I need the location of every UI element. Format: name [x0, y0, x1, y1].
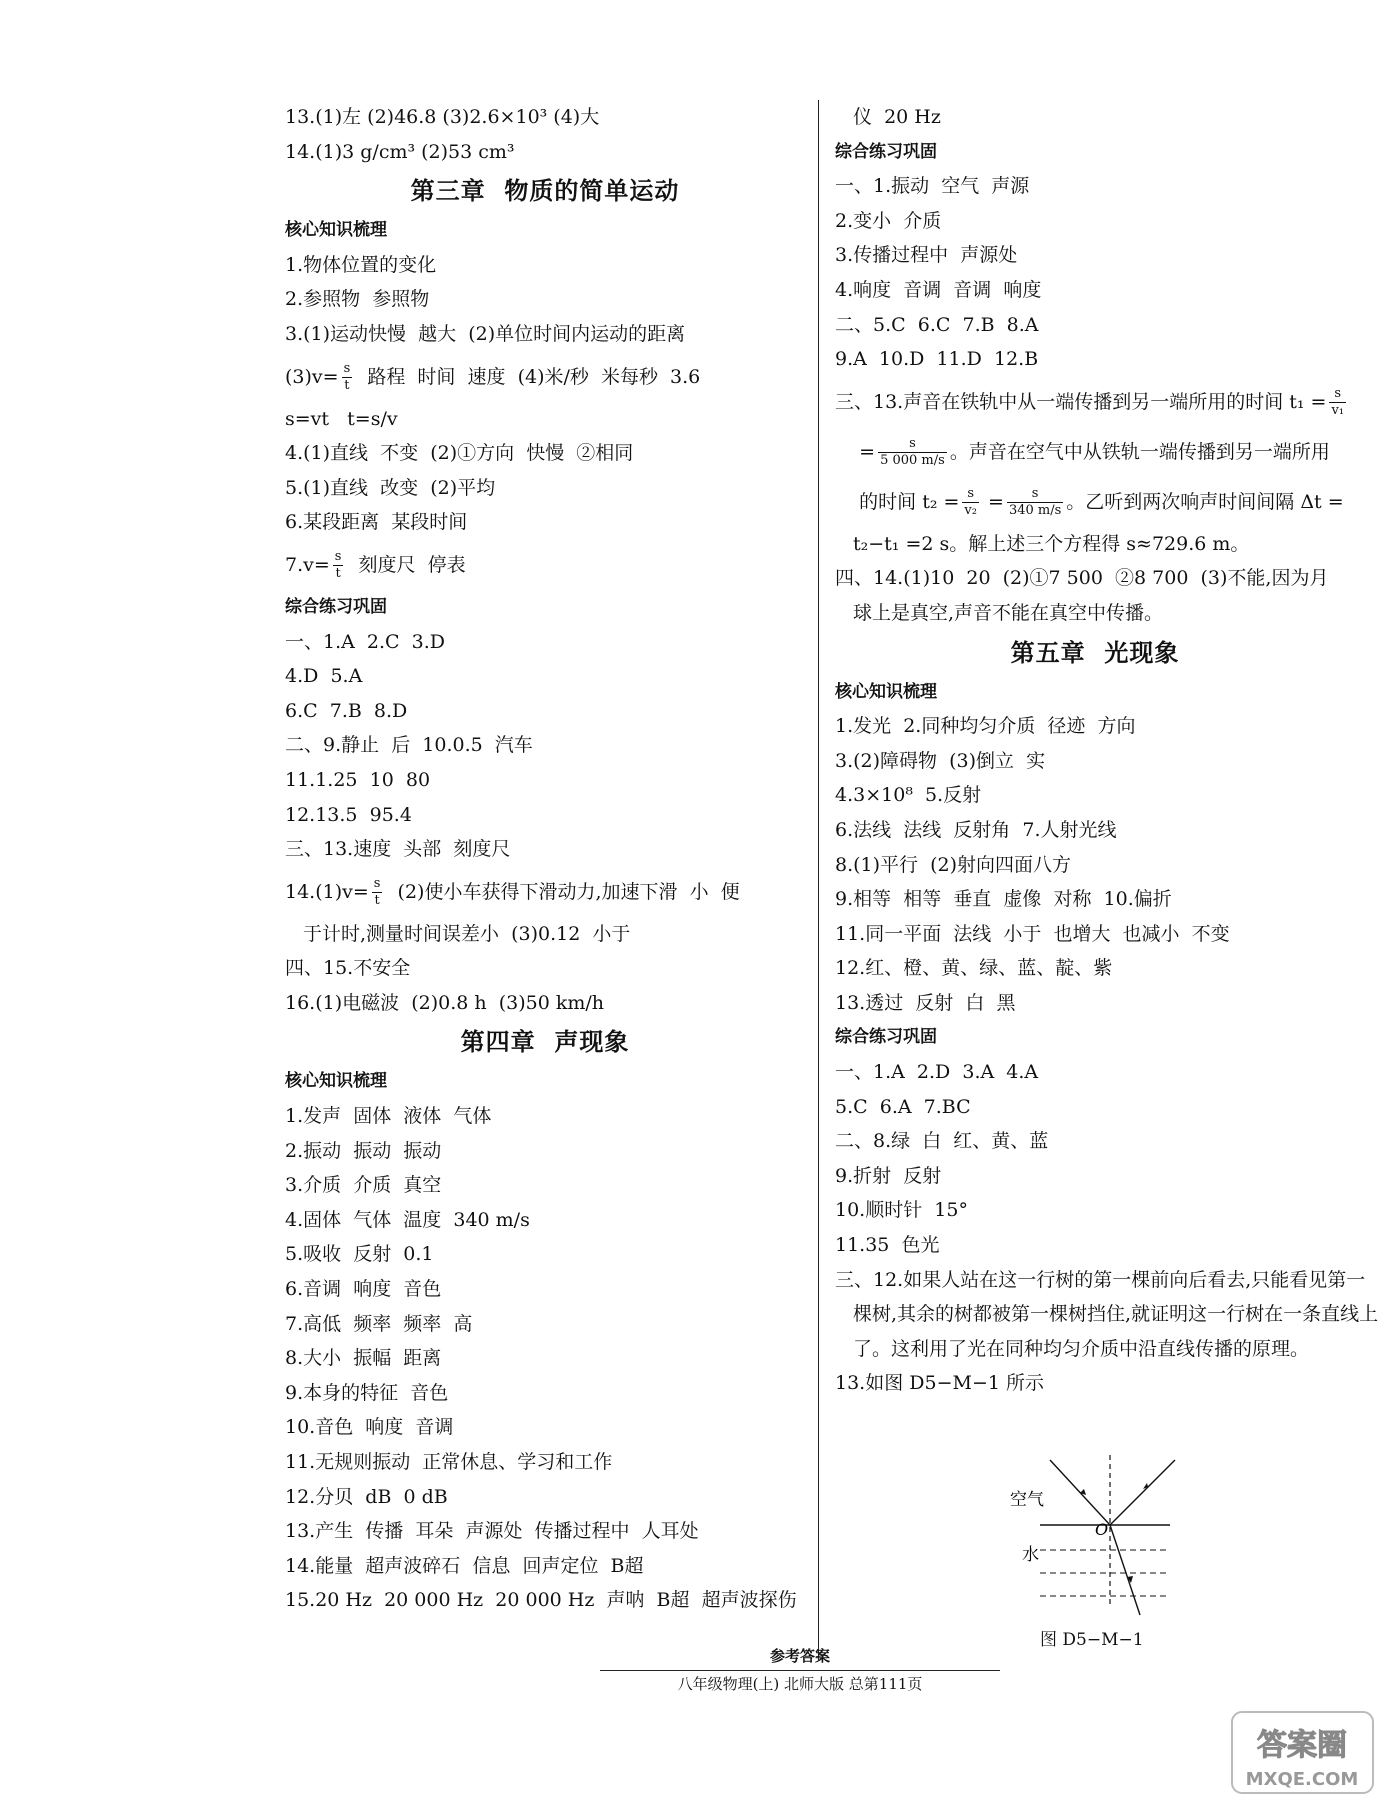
section-heading: 综合练习巩固	[285, 596, 387, 617]
label-point-o: O	[1095, 1520, 1109, 1539]
fraction	[1007, 486, 1063, 519]
fraction-denominator: v₁	[1331, 403, 1345, 419]
answer-line: 13.(1)左 (2)46.8 (3)2.6×10³ (4)大	[285, 106, 600, 128]
answer-line: 2.参照物 参照物	[285, 288, 430, 311]
watermark-logo	[1230, 1710, 1375, 1795]
answer-line: 6.法线 法线 反射角 7.人射光线	[835, 818, 1117, 841]
answer-line: 12.分贝 dB 0 dB	[285, 1485, 448, 1508]
answer-line: 11.35 色光	[835, 1234, 940, 1257]
answer-line: 1.发光 2.同种均匀介质 径迹 方向	[835, 715, 1136, 738]
answer-line: 10.音色 响度 音调	[285, 1416, 454, 1439]
answer-line: 4.3×10⁸ 5.反射	[835, 784, 982, 807]
answer-line: 9.本身的特征 音色	[285, 1381, 449, 1404]
fraction-numerator: s	[1007, 486, 1063, 503]
answer-line: 1.物体位置的变化	[285, 253, 437, 276]
answer-line: 4.固体 气体 温度 340 m/s	[285, 1208, 530, 1231]
reflected-ray	[1110, 1460, 1175, 1525]
fraction	[333, 549, 344, 582]
answer-line-formula	[285, 867, 805, 917]
formula-text: 14.(1)v=	[285, 880, 369, 903]
fraction-numerator: s	[1329, 386, 1346, 403]
fraction-denominator: t	[374, 893, 380, 909]
figure-caption: 图 D5−M−1	[1040, 1630, 1144, 1650]
answer-line: 9.A 10.D 11.D 12.B	[835, 348, 1039, 371]
fraction-numerator: s	[962, 486, 979, 503]
answer-line: 8.大小 振幅 距离	[285, 1347, 442, 1370]
label-water: 水	[1022, 1545, 1039, 1565]
column-divider	[818, 100, 819, 1660]
watermark-text-top: 答案圈	[1257, 1728, 1347, 1763]
answer-line: 11.无规则振动 正常休息、学习和工作	[285, 1451, 613, 1473]
answer-line: 二、5.C 6.C 7.B 8.A	[835, 313, 1039, 336]
refraction-diagram	[1000, 1455, 1200, 1625]
answer-line: 3.传播过程中 声源处	[835, 244, 1018, 267]
answer-line: 二、9.静止 后 10.0.5 汽车	[285, 734, 533, 757]
formula-text: =	[835, 440, 876, 463]
formula-text: (3)v=	[285, 365, 339, 388]
formula-text: 。声音在空气中从铁轨一端传播到另一端所用	[949, 440, 1330, 463]
answer-line: 3.(2)障碍物 (3)倒立 实	[835, 749, 1046, 772]
fraction	[1329, 386, 1346, 419]
answer-line: 四、14.(1)10 20 (2)①7 500 ②8 700 (3)不能,因为月	[835, 567, 1329, 590]
answer-line: 6.音调 响度 音色	[285, 1278, 442, 1301]
answer-line-formula	[285, 540, 805, 590]
footer-title: 参考答案	[769, 1647, 830, 1665]
answer-line: 一、1.振动 空气 声源	[835, 175, 1030, 198]
watermark-text-bottom: MXQE.COM	[1245, 1769, 1359, 1790]
answer-line: 7.高低 频率 频率 高	[285, 1312, 473, 1335]
answer-line: 四、15.不安全	[285, 957, 411, 980]
fraction	[878, 436, 947, 469]
fraction-denominator: 5 000 m/s	[880, 453, 945, 469]
page-footer	[600, 1645, 1000, 1694]
answer-line: 11.同一平面 法线 小于 也增大 也减小 不变	[835, 922, 1230, 945]
fraction-numerator: s	[373, 876, 381, 892]
formula-text: 7.v=	[285, 553, 330, 576]
answer-line: 1.发声 固体 液体 气体	[285, 1105, 492, 1128]
chapter-title: 第五章 光现象	[1010, 638, 1180, 667]
answer-line-continued: 棵树,其余的树都被第一棵树挡住,就证明这一行树在一条直线上	[853, 1303, 1379, 1326]
fraction-denominator: 340 m/s	[1008, 503, 1062, 519]
formula-text: 。乙听到两次响声时间间隔 Δt =	[1066, 490, 1344, 513]
answer-line: 三、12.如果人站在这一行树的第一棵前向后看去,只能看见第一	[835, 1268, 1366, 1291]
answer-line-continued: 了。这利用了光在同种均匀介质中沿直线传播的原理。	[853, 1337, 1310, 1360]
chapter-title: 第四章 声现象	[460, 1028, 630, 1057]
incident-ray	[1050, 1460, 1110, 1525]
chapter-title: 第三章 物质的简单运动	[410, 177, 680, 206]
formula-text: 三、13.声音在铁轨中从一端传播到另一端所用的时间 t₁ =	[835, 390, 1327, 413]
formula-text: (2)使小车获得下滑动力,加速下滑 小 便	[385, 880, 740, 903]
answer-line-continued: 于计时,测量时间误差小 (3)0.12 小于	[303, 922, 631, 945]
fraction-denominator: t	[344, 378, 350, 394]
answer-line: 二、8.绿 白 红、黄、蓝	[835, 1130, 1049, 1153]
answer-line: 15.20 Hz 20 000 Hz 20 000 Hz 声呐 B超 超声波探伤	[285, 1589, 797, 1612]
fraction	[962, 486, 979, 519]
answer-line: 一、1.A 2.C 3.D	[285, 630, 446, 653]
answer-line-formula	[835, 427, 1355, 477]
formula-text: =	[981, 490, 1004, 513]
answer-line-continued: 球上是真空,声音不能在真空中传播。	[853, 601, 1164, 624]
answer-line: 11.1.25 10 80	[285, 768, 431, 791]
answer-line: 3.(1)运动快慢 越大 (2)单位时间内运动的距离	[285, 322, 686, 345]
answer-line: 5.(1)直线 改变 (2)平均	[285, 476, 496, 499]
answer-line-continued: 仪 20 Hz	[853, 106, 941, 128]
footer-subtitle: 八年级物理(上) 北师大版 总第111页	[600, 1670, 1000, 1694]
answer-line: 一、1.A 2.D 3.A 4.A	[835, 1061, 1039, 1084]
answer-line: 2.变小 介质	[835, 209, 942, 232]
right-column	[835, 100, 1379, 1401]
answer-line: 16.(1)电磁波 (2)0.8 h (3)50 km/h	[285, 991, 604, 1014]
answer-line: 5.C 6.A 7.BC	[835, 1095, 971, 1118]
section-heading: 综合练习巩固	[835, 141, 937, 162]
section-heading: 核心知识梳理	[835, 681, 937, 702]
answer-line-continued: t₂−t₁ =2 s。解上述三个方程得 s≈729.6 m。	[853, 532, 1250, 555]
answer-line: 6.某段距离 某段时间	[285, 511, 468, 534]
formula-text: 的时间 t₂ =	[835, 490, 960, 513]
answer-line: 12.红、橙、黄、绿、蓝、靛、紫	[835, 957, 1113, 980]
answer-line: 13.产生 传播 耳朵 声源处 传播过程中 人耳处	[285, 1520, 699, 1543]
answer-line: 4.响度 音调 音调 响度	[835, 278, 1042, 301]
answer-line: 5.吸收 反射 0.1	[285, 1243, 434, 1266]
answer-line: 14.能量 超声波碎石 信息 回声定位 B超	[285, 1554, 644, 1577]
fraction-numerator: s	[343, 361, 351, 377]
answer-line: 13.如图 D5−M−1 所示	[835, 1372, 1045, 1395]
answer-line: 9.折射 反射	[835, 1164, 942, 1187]
answer-line-formula	[285, 352, 805, 402]
answer-line: 8.(1)平行 (2)射向四面八方	[835, 853, 1072, 876]
label-air: 空气	[1010, 1490, 1044, 1510]
answer-line: 三、13.速度 头部 刻度尺	[285, 838, 511, 861]
section-heading: 核心知识梳理	[285, 220, 387, 241]
formula-text: 路程 时间 速度 (4)米/秒 米每秒 3.6	[355, 365, 701, 388]
answer-line: 4.D 5.A	[285, 665, 363, 688]
answer-line: 12.13.5 95.4	[285, 803, 412, 826]
answer-line: 2.振动 振动 振动	[285, 1139, 442, 1162]
section-heading: 核心知识梳理	[285, 1071, 387, 1092]
answer-line-formula	[835, 377, 1355, 427]
left-column	[285, 100, 805, 1618]
section-heading: 综合练习巩固	[835, 1027, 937, 1048]
answer-line-formula	[835, 477, 1355, 527]
answer-line: 10.顺时针 15°	[835, 1199, 968, 1222]
answer-line: 13.透过 反射 白 黑	[835, 991, 1016, 1014]
answer-line: 6.C 7.B 8.D	[285, 699, 408, 722]
fraction-denominator: v₂	[964, 503, 977, 519]
answer-line: s=vt t=s/v	[285, 407, 398, 430]
answer-line: 14.(1)3 g/cm³ (2)53 cm³	[285, 140, 515, 163]
fraction	[342, 361, 353, 394]
fraction-numerator: s	[334, 549, 342, 565]
answer-line: 4.(1)直线 不变 (2)①方向 快慢 ②相同	[285, 442, 634, 465]
fraction-denominator: t	[335, 566, 341, 582]
fraction	[372, 876, 383, 909]
answer-line: 9.相等 相等 垂直 虚像 对称 10.偏折	[835, 888, 1172, 911]
formula-text: 刻度尺 停表	[346, 553, 466, 576]
answer-line: 3.介质 介质 真空	[285, 1174, 442, 1197]
fraction-numerator: s	[878, 436, 947, 453]
refracted-ray	[1110, 1525, 1140, 1615]
